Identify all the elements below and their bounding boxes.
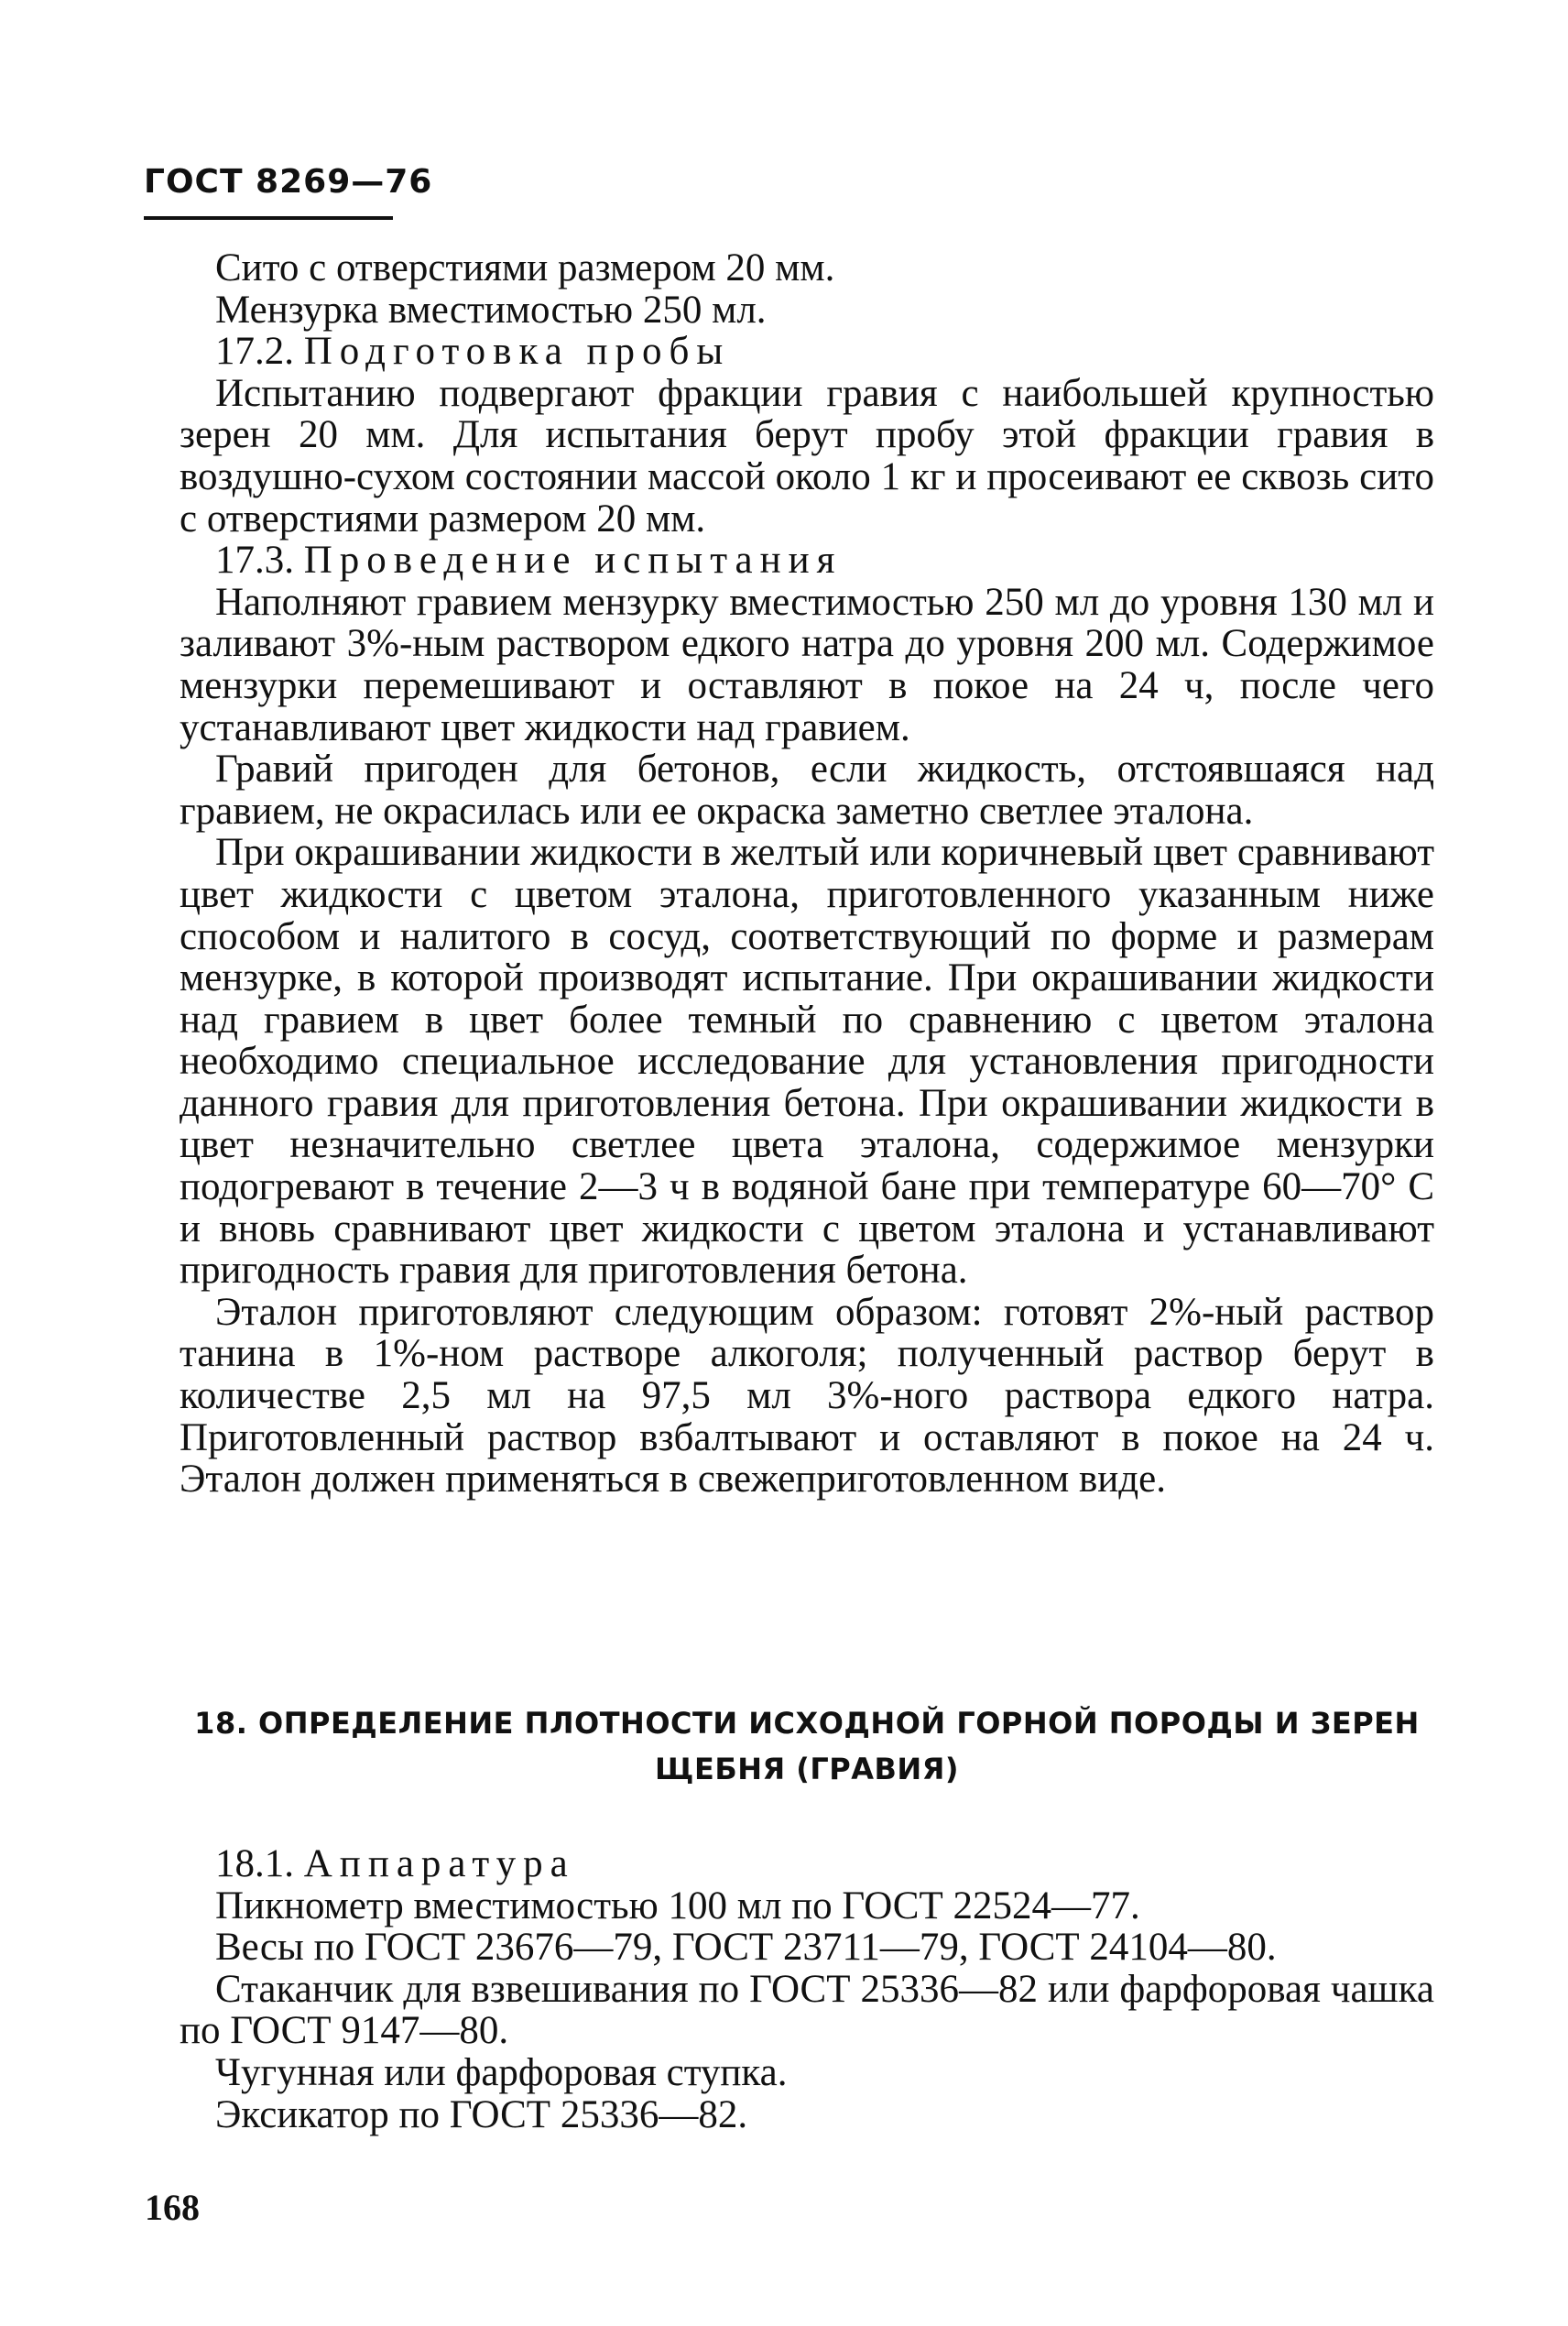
subsection-number: 17.3. <box>215 539 294 583</box>
list-item: Эксикатор по ГОСТ 25336—82. <box>215 2092 748 2136</box>
paragraph: Эталон приготовляют следующим образом: готовят 2%-ный раствор танина в 1%-ном растворе алкоголя; полученный раствор берут в количестве 2,5 мл на 97,5 мл 3%-ного раствора едкого натра. Приготовленный раствор взбалтывают и оставляют в покое на 24 ч. Эталон должен применяться в свежеприготовленном виде. <box>180 1290 1434 1502</box>
list-item: Весы по ГОСТ 23676—79, ГОСТ 23711—79, ГОСТ 24104—80. <box>215 1926 1277 1970</box>
body-text-lower <box>180 1843 1434 2135</box>
subsection-title-17-3 <box>180 540 1434 582</box>
subsection-title: Аппаратура <box>303 1842 575 1885</box>
paragraph: Гравий пригоден для бетонов, если жидкость, отстоявшаяся над гравием, не окрасилась или ее окраска заметно светлее эталона. <box>180 748 1434 833</box>
list-item: Пикнометр вместимостью 100 мл по ГОСТ 22524—77. <box>215 1884 1140 1927</box>
paragraph: Испытанию подвергают фракции гравия с наибольшей крупностью зерен 20 мм. Для испытания берут пробу этой фракции гравия в воздушно-сухом состоянии массой около 1 кг и просеивают ее сквозь сито с отверстиями размером 20 мм. <box>180 371 1434 541</box>
subsection-title: Подготовка пробы <box>303 330 731 374</box>
subsection-title-17-2 <box>180 331 1434 373</box>
header-rule <box>144 216 393 220</box>
running-header: ГОСТ 8269—76 <box>144 163 433 201</box>
section-heading-18: 18. ОПРЕДЕЛЕНИЕ ПЛОТНОСТИ ИСХОДНОЙ ГОРНОЙ ПОРОДЫ И ЗЕРЕН ЩЕБНЯ (ГРАВИЯ) <box>194 1706 1420 1786</box>
list-item: Сито с отверстиями размером 20 мм. <box>215 246 835 289</box>
list-item: Чугунная или фарфоровая ступка. <box>215 2050 788 2094</box>
list-item: Мензурка вместимостью 250 мл. <box>215 288 767 332</box>
list-item: Стаканчик для взвешивания по ГОСТ 25336—82 или фарфоровая чашка по ГОСТ 9147—80. <box>180 1967 1434 2053</box>
paragraph: При окрашивании жидкости в желтый или коричневый цвет сравнивают цвет жидкости с цветом эталона, приготовленного указанным ниже способом и налитого в сосуд, соответствующий по форме и размерам мензурке, в которой производят испытание. При окрашивании жидкости над гравием в цвет более темный по сравнению с цветом эталона необходимо специальное исследование для установления пригодности данного гравия для приготовления бетона. При окрашивании жидкости в цвет незначительно светлее цвета эталона, содержимое мензурки подогревают в течение 2—3 ч в водяной бане при температуре 60—70° С и вновь сравнивают цвет жидкости с цветом эталона и устанавливают пригодность гравия для приготовления бетона. <box>180 831 1434 1293</box>
body-text-upper <box>180 247 1434 1501</box>
subsection-number: 18.1. <box>215 1842 294 1885</box>
subsection-title: Проведение испытания <box>303 539 843 583</box>
paragraph: Наполняют гравием мензурку вместимостью 250 мл до уровня 130 мл и заливают 3%-ным раствором едкого натра до уровня 200 мл. Содержимое мензурки перемешивают и оставляют в покое на 24 ч, после чего устанавливают цвет жидкости над гравием. <box>180 580 1434 749</box>
subsection-number: 17.2. <box>215 330 294 374</box>
page-number: 168 <box>145 2187 200 2228</box>
subsection-title-18-1 <box>180 1843 1434 1885</box>
